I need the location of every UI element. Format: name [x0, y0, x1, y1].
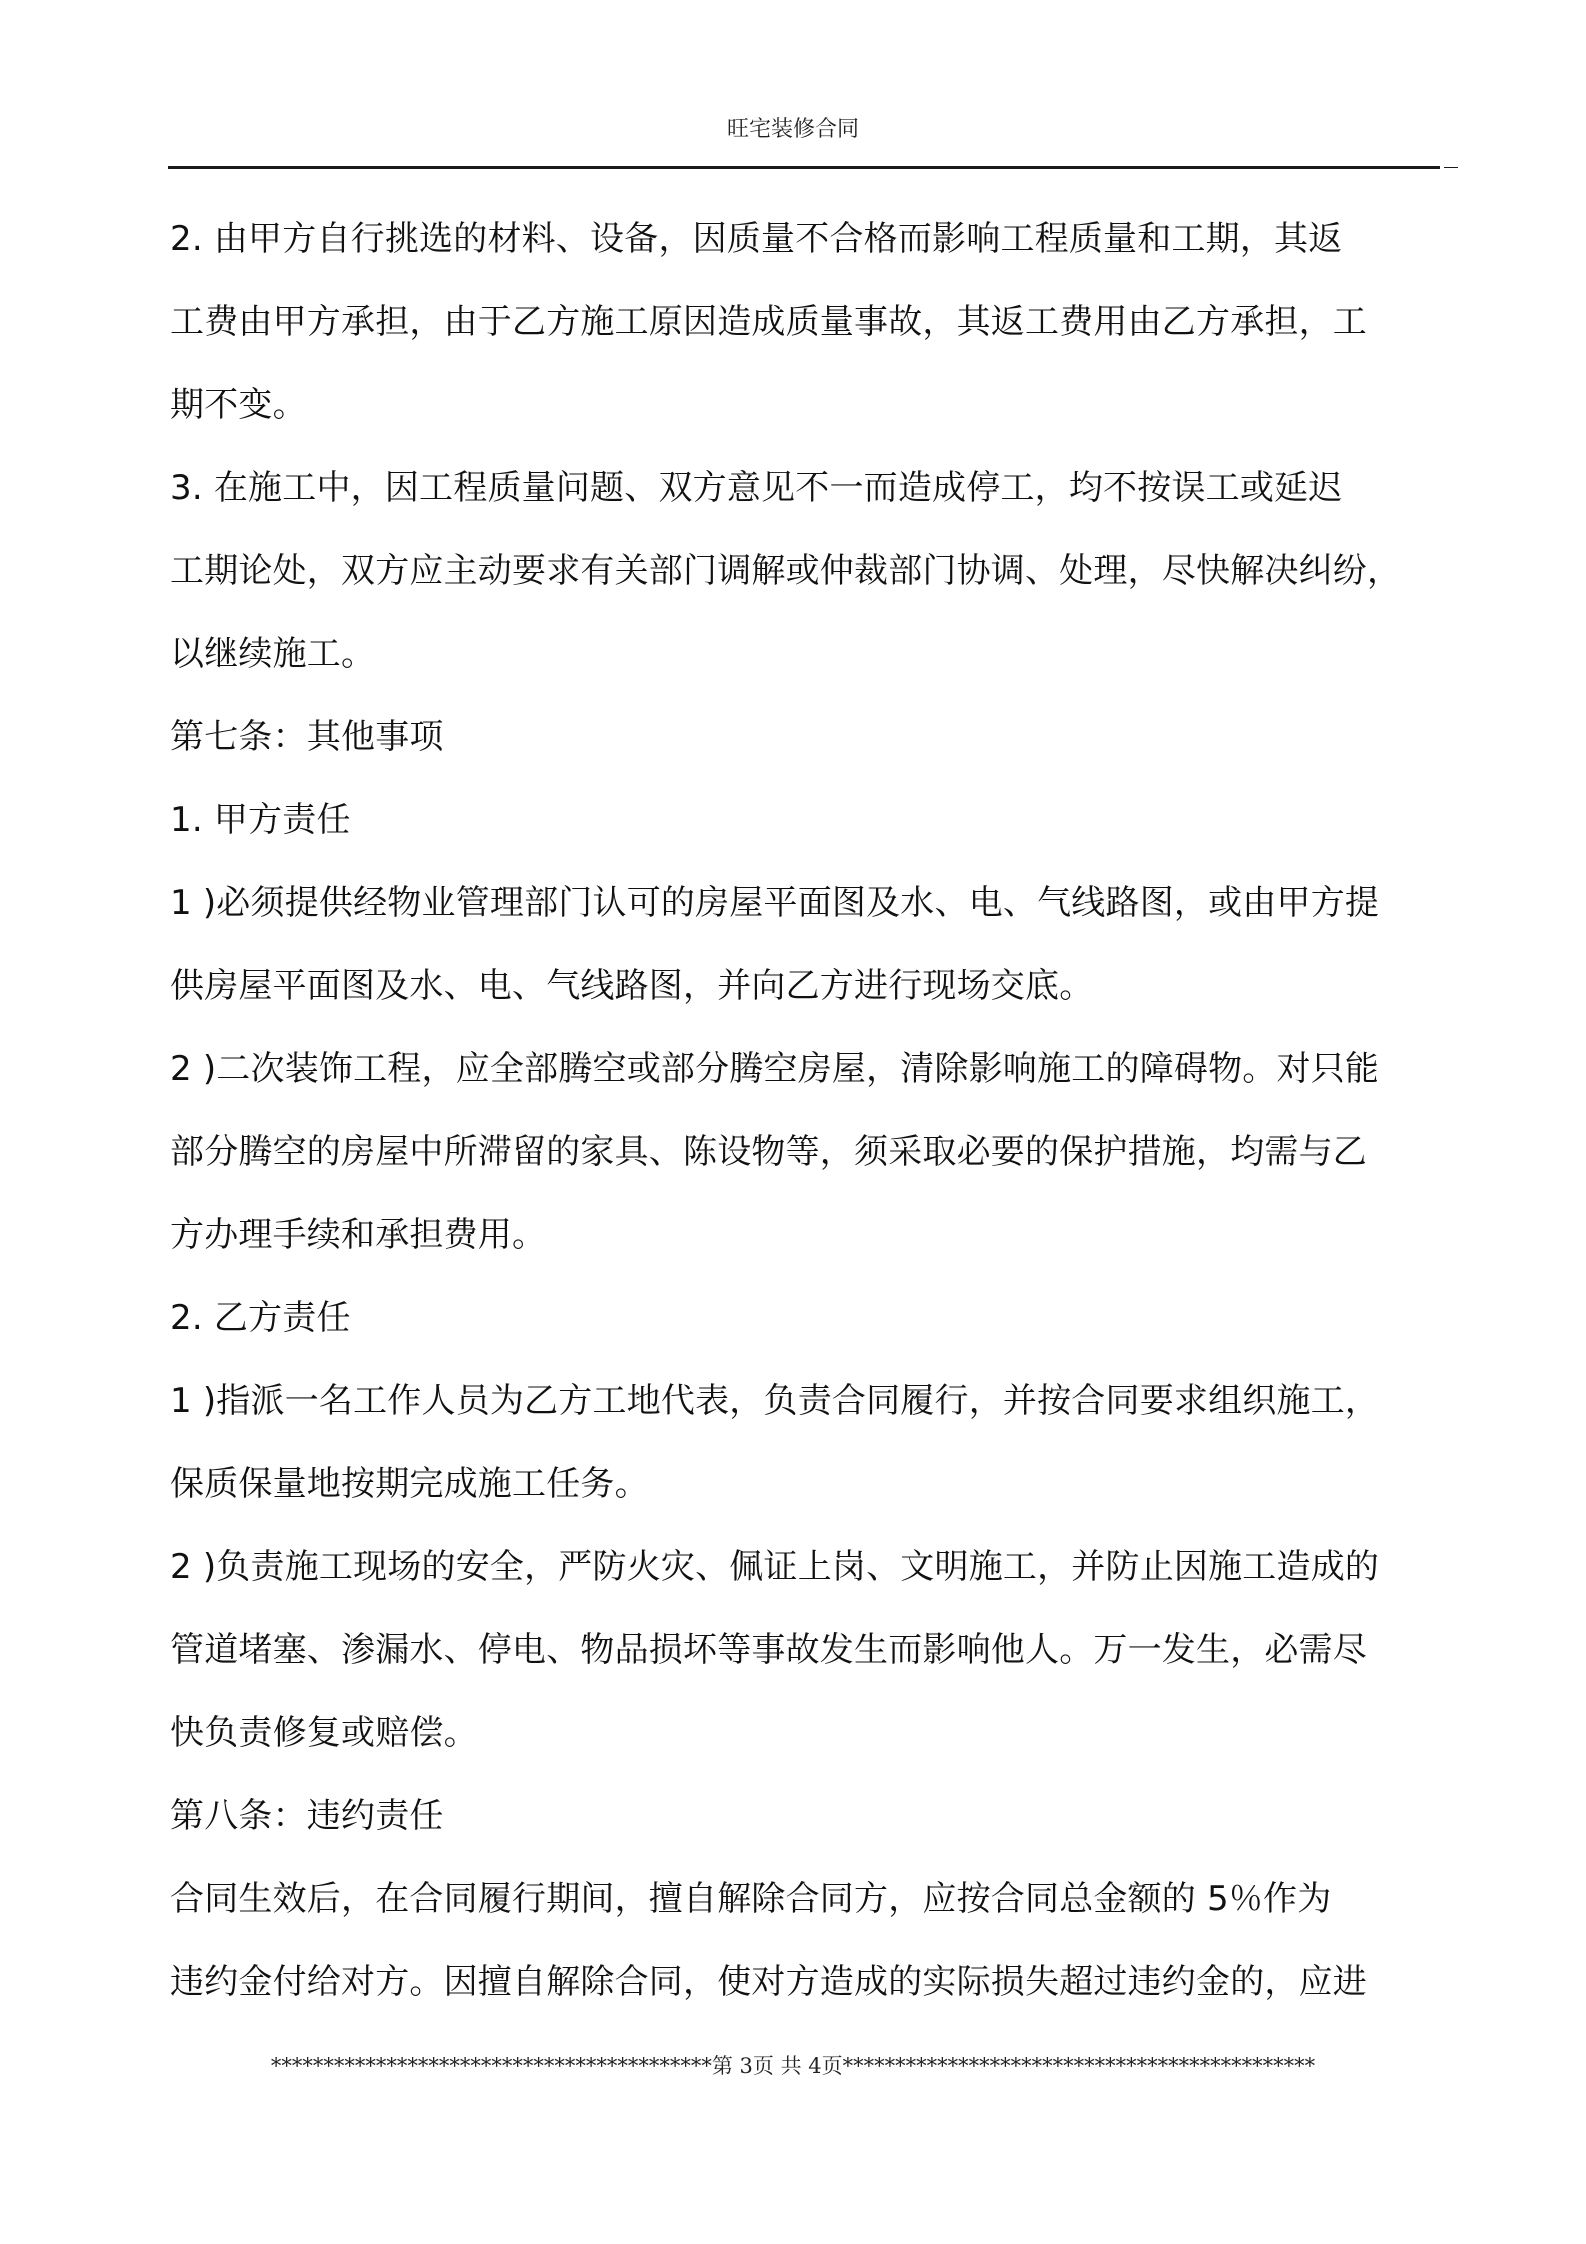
header-rule — [168, 166, 1440, 169]
text-line: 期不变。 — [170, 385, 307, 425]
text-line: 2 )负责施工现场的安全，严防火灾、佩证上岗、文明施工，并防止因施工造成的 — [170, 1547, 1380, 1587]
page-footer: ******************************************第 3页 共 4页********************************************* — [270, 2054, 1316, 2078]
section-heading: 第七条：其他事项 — [170, 717, 444, 757]
subsection-heading: 2. 乙方责任 — [170, 1298, 351, 1338]
text-line: 供房屋平面图及水、电、气线路图，并向乙方进行现场交底。 — [170, 966, 1094, 1006]
text-line: 1 )指派一名工作人员为乙方工地代表，负责合同履行，并按合同要求组织施工， — [170, 1381, 1380, 1421]
text-line: 2. 由甲方自行挑选的材料、设备，因质量不合格而影响工程质量和工期，其返 — [170, 219, 1343, 259]
text-line: 工期论处，双方应主动要求有关部门调解或仲裁部门协调、处理，尽快解决纠纷， — [170, 551, 1402, 591]
subsection-heading: 1. 甲方责任 — [170, 800, 351, 840]
text-line: 违约金付给对方。因擅自解除合同，使对方造成的实际损失超过违约金的，应进 — [170, 1962, 1367, 2002]
text-line: 以继续施工。 — [170, 634, 376, 674]
text-line: 方办理手续和承担费用。 — [170, 1215, 547, 1255]
page-header: 旺宅装修合同 — [726, 117, 859, 142]
text-line: 3. 在施工中，因工程质量问题、双方意见不一而造成停工，均不按误工或延迟 — [170, 468, 1343, 508]
text-line: 1 )必须提供经物业管理部门认可的房屋平面图及水、电、气线路图，或由甲方提 — [170, 883, 1380, 923]
text-line: 合同生效后，在合同履行期间，擅自解除合同方，应按合同总金额的 5％作为 — [170, 1879, 1332, 1919]
section-heading: 第八条：违约责任 — [170, 1796, 444, 1836]
text-line: 部分腾空的房屋中所滞留的家具、陈设物等，须采取必要的保护措施，均需与乙 — [170, 1132, 1367, 1172]
text-line: 2 )二次装饰工程，应全部腾空或部分腾空房屋，清除影响施工的障碍物。对只能 — [170, 1049, 1380, 1089]
text-line: 保质保量地按期完成施工任务。 — [170, 1464, 649, 1504]
text-line: 快负责修复或赔偿。 — [170, 1713, 478, 1753]
text-line: 工费由甲方承担，由于乙方施工原因造成质量事故，其返工费用由乙方承担，工 — [170, 302, 1367, 342]
text-line: 管道堵塞、渗漏水、停电、物品损坏等事故发生而影响他人。万一发生，必需尽 — [170, 1630, 1367, 1670]
contract-body — [170, 198, 1490, 2024]
